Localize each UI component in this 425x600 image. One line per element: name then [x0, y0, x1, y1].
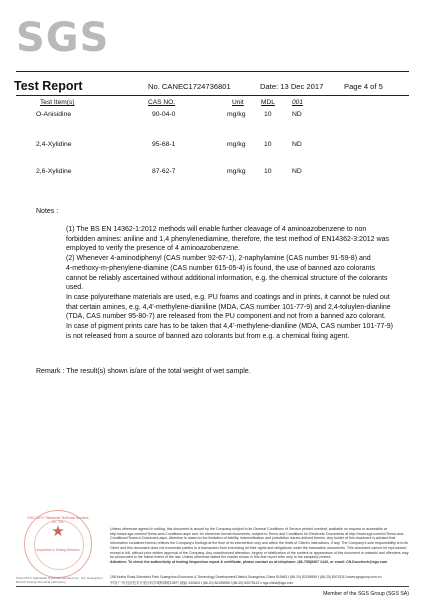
row-result: ND — [292, 141, 302, 148]
note-line: In case polyurethane materials are used, e.g. PU foams and coatings and in prints, it cannot be ruled out — [66, 293, 390, 301]
col-header-cas-no: CAS NO. — [148, 99, 176, 106]
note-line: (1) The BS EN 14362-1:2012 methods will enable further cleavage of 4 aminoazobenzene to non — [66, 226, 367, 233]
row-result: ND — [292, 168, 302, 175]
member-line: Member of the SGS Group (SGS SA) — [323, 591, 409, 597]
seal-text-mid: Inspection & Testing Services — [36, 548, 80, 552]
address-chinese: 中国·广州·经济技术开发区科学城科珠路198号 邮编: 510663 t (86-20) 82155555 f (86-20) 82075113 e sgs.china@sgs.com — [110, 581, 294, 585]
report-number: No. CANEC1724736801 — [148, 82, 231, 91]
notes-label: Notes : — [36, 208, 59, 215]
note-line: cannot be reliably ascertained without additional information, e.g. the chemical structure of the colorants — [66, 274, 388, 282]
col-header-sample-001: 001 — [292, 99, 304, 106]
star-icon: ★ — [51, 523, 65, 540]
row-result: ND — [292, 111, 302, 118]
remark: Remark : The result(s) shown is/are of the total weight of wet sample. — [36, 368, 251, 375]
address-english: 198 Kezhu Road,Scientech Park Guangzhou Economic & Technology Development District,Guangzhou,China 510663 t (86-20) 82155555 f (86-20) 82075113 www.sgsgroup.com.cn — [110, 575, 382, 579]
row-cas: 87-62-7 — [152, 168, 176, 175]
terms-body: Unless otherwise agreed in writing, this document is issued by the Company subject to its General Conditions of Service printed overleaf, available on request or accessible at http://www.sgs.com/en/Terms-and-Conditions.aspx and, for electronic format documents, subject to Terms and Conditions for Electronic Documents at http://www.sgs.com/en/Terms-and-Conditions/Terms-e-Document.aspx. Attention is drawn to the limitation of liability, indemnification and jurisdiction issues defined therein. Any holder of this document is advised that information contained hereon reflects the Company's findings at the time of its intervention only and within the limits of Client's instructions, if any. The Company's sole responsibility is to its Client and this document does not exonerate parties to a transaction from exercising all their rights and obligations under the transaction documents. This document cannot be reproduced except in full, without prior written approval of the Company. Any unauthorized alteration, forgery or falsification of the content or appearance of this document is unlawful and offenders may be prosecuted to the fullest extent of the law. Unless otherwise stated the results shown in this test report refer only to the sample(s) tested. — [110, 527, 409, 560]
row-mdl: 10 — [264, 168, 272, 175]
report-date: Date: 13 Dec 2017 — [260, 82, 324, 91]
note-line: used. — [66, 284, 84, 292]
note-line: is not released from a source of banned azo colorants but from e.g. a chemical fixing agent. — [66, 332, 350, 340]
sgs-logo: SGS — [16, 15, 110, 61]
row-item: 2,6-Xylidine — [36, 168, 72, 175]
row-item: 2,4-Xylidine — [36, 141, 72, 148]
notes-body — [66, 225, 410, 341]
note-line: (TDA, CAS number 95-80-7) are released from the PU component and not from a banned azo colorant. — [66, 313, 386, 321]
note-line: forbidden amines: aniline and 1,4 phenylenediamine, therefore, the test method of EN14362-3:2012 was — [66, 235, 389, 243]
row-unit: mg/kg — [227, 111, 246, 118]
seal-text-top: SGS-CSTC Standards Technical Services Co., Ltd. — [27, 516, 89, 524]
col-header-unit: Unit — [232, 99, 244, 106]
note-line: employed to verify the presence of 4 aminoazobenzene. — [66, 245, 240, 253]
row-mdl: 10 — [264, 111, 272, 118]
row-unit: mg/kg — [227, 168, 246, 175]
lab-caption: SGS-CSTC Standards Technical Services Co., Ltd. Guangzhou Branch Testing Chemical Laboratory — [16, 576, 103, 584]
report-title: Test Report — [14, 79, 83, 93]
col-header-mdl: MDL — [261, 99, 275, 106]
col-header-test-item: Test Item(s) — [40, 99, 75, 106]
note-line: (2) Whenever 4-aminodiphenyl (CAS number 92-67-1), 2-naphylamine (CAS number 91-59-8) and — [66, 255, 371, 263]
terms-text — [110, 527, 410, 565]
footer-rule — [16, 586, 409, 587]
row-mdl: 10 — [264, 141, 272, 148]
note-line: 4-methoxy-m-phenylene-diamine (CAS number 615-05-4) is found, the use of banned azo colorants — [66, 264, 375, 272]
page-number: Page 4 of 5 — [344, 82, 383, 91]
row-unit: mg/kg — [227, 141, 246, 148]
note-line: In case of pigment prints care has to be taken that 4,4'-methylene-dianiline (MDA, CAS number 101-77-9) — [66, 323, 394, 331]
title-rule — [16, 95, 409, 96]
header-rule — [16, 71, 409, 72]
row-item: O-Anisidine — [36, 111, 72, 118]
note-line: that certain amines, e.g. 4,4'-methylene-dianiline (MDA, CAS number 101-77-9) and 2,4-toluylen-dianline — [66, 303, 391, 311]
row-cas: 95-68-1 — [152, 141, 176, 148]
row-cas: 90-04-0 — [152, 111, 176, 118]
authenticity-notice: Attention: To check the authenticity of testing /inspection report & certificate, please contact us at telephone: (86-755)8307 1443, or email: CN.Doccheck@sgs.com — [110, 559, 388, 564]
official-seal — [24, 510, 92, 578]
